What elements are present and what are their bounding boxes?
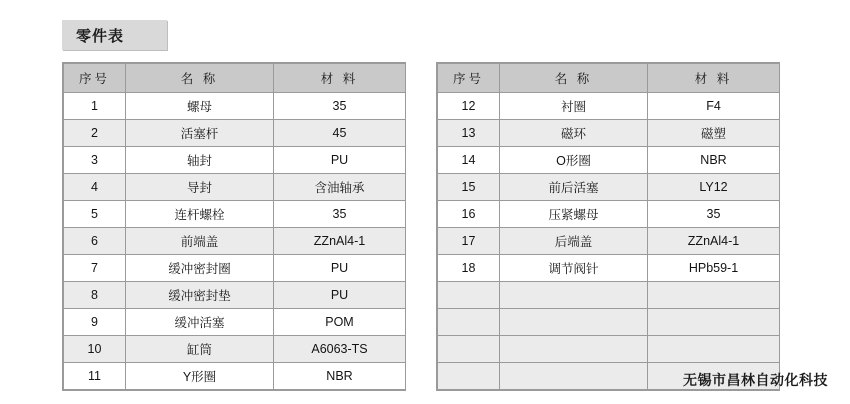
table-header-row [438,64,780,93]
cell-index: 11 [64,363,126,390]
company-name-footer: 无锡市昌林自动化科技 [683,372,828,388]
table-row [438,120,780,147]
table-row [438,309,780,336]
column-header-name: 名 称 [126,64,274,93]
cell-name: 缸筒 [126,336,274,363]
column-header-material: 材 料 [648,64,780,93]
cell-index: 14 [438,147,500,174]
table-row [438,93,780,120]
cell-material: 磁塑 [648,120,780,147]
cell-index: 15 [438,174,500,201]
cell-material [648,336,780,363]
page-title-banner [62,20,167,50]
cell-name: 导封 [126,174,274,201]
table-row [64,201,406,228]
table-row [64,174,406,201]
cell-material: ZZnAl4-1 [274,228,406,255]
table-header-right [438,64,780,93]
cell-name: 前端盖 [126,228,274,255]
cell-material: 35 [274,201,406,228]
table-row [64,282,406,309]
cell-name: 调节阀针 [500,255,648,282]
cell-index: 10 [64,336,126,363]
table-row [64,363,406,390]
cell-name: 后端盖 [500,228,648,255]
table-body-right [438,93,780,390]
cell-material [648,309,780,336]
column-header-material: 材 料 [274,64,406,93]
cell-name: 缓冲密封圈 [126,255,274,282]
cell-material: NBR [274,363,406,390]
cell-index: 7 [64,255,126,282]
table-row [64,147,406,174]
cell-material [648,282,780,309]
table-header-row [64,64,406,93]
page-title: 零件表 [76,28,125,45]
cell-name: Y形圈 [126,363,274,390]
table-row [438,255,780,282]
table-row [64,120,406,147]
table-row [438,228,780,255]
table-row [438,201,780,228]
cell-material: PU [274,147,406,174]
column-header-index: 序号 [438,64,500,93]
column-header-index: 序号 [64,64,126,93]
cell-index [438,363,500,390]
cell-name [500,363,648,390]
cell-index: 12 [438,93,500,120]
cell-material: 35 [648,201,780,228]
table-row [438,336,780,363]
table-row [64,336,406,363]
cell-name: 连杆螺栓 [126,201,274,228]
cell-material: LY12 [648,174,780,201]
cell-index: 9 [64,309,126,336]
cell-material: ZZnAl4-1 [648,228,780,255]
cell-material: A6063-TS [274,336,406,363]
cell-index: 6 [64,228,126,255]
cell-name: 轴封 [126,147,274,174]
cell-name: 缓冲密封垫 [126,282,274,309]
cell-index: 17 [438,228,500,255]
table-row [64,93,406,120]
cell-material: 35 [274,93,406,120]
parts-table-left [63,63,406,390]
table-row [64,309,406,336]
cell-material: F4 [648,93,780,120]
cell-material: POM [274,309,406,336]
cell-material: NBR [648,147,780,174]
cell-name [500,309,648,336]
cell-material: 含油轴承 [274,174,406,201]
parts-table-right [437,63,780,390]
cell-index: 4 [64,174,126,201]
cell-index: 18 [438,255,500,282]
cell-name: 前后活塞 [500,174,648,201]
parts-table-left-container [62,62,406,391]
cell-name [500,282,648,309]
table-header-left [64,64,406,93]
cell-name: O形圈 [500,147,648,174]
cell-material: HPb59-1 [648,255,780,282]
table-row [64,228,406,255]
table-row [438,147,780,174]
cell-name: 衬圈 [500,93,648,120]
cell-name: 磁环 [500,120,648,147]
cell-index [438,282,500,309]
cell-name: 缓冲活塞 [126,309,274,336]
cell-index [438,309,500,336]
cell-material: PU [274,255,406,282]
cell-material: PU [274,282,406,309]
cell-index [438,336,500,363]
column-header-name: 名 称 [500,64,648,93]
table-row [438,174,780,201]
cell-name: 螺母 [126,93,274,120]
cell-material: 45 [274,120,406,147]
cell-name [500,336,648,363]
parts-table-right-container [436,62,780,391]
cell-name: 活塞杆 [126,120,274,147]
table-body-left [64,93,406,390]
cell-index: 1 [64,93,126,120]
cell-index: 3 [64,147,126,174]
cell-index: 13 [438,120,500,147]
cell-index: 5 [64,201,126,228]
table-row [438,282,780,309]
table-row [64,255,406,282]
cell-index: 8 [64,282,126,309]
cell-index: 16 [438,201,500,228]
cell-name: 压紧螺母 [500,201,648,228]
cell-index: 2 [64,120,126,147]
